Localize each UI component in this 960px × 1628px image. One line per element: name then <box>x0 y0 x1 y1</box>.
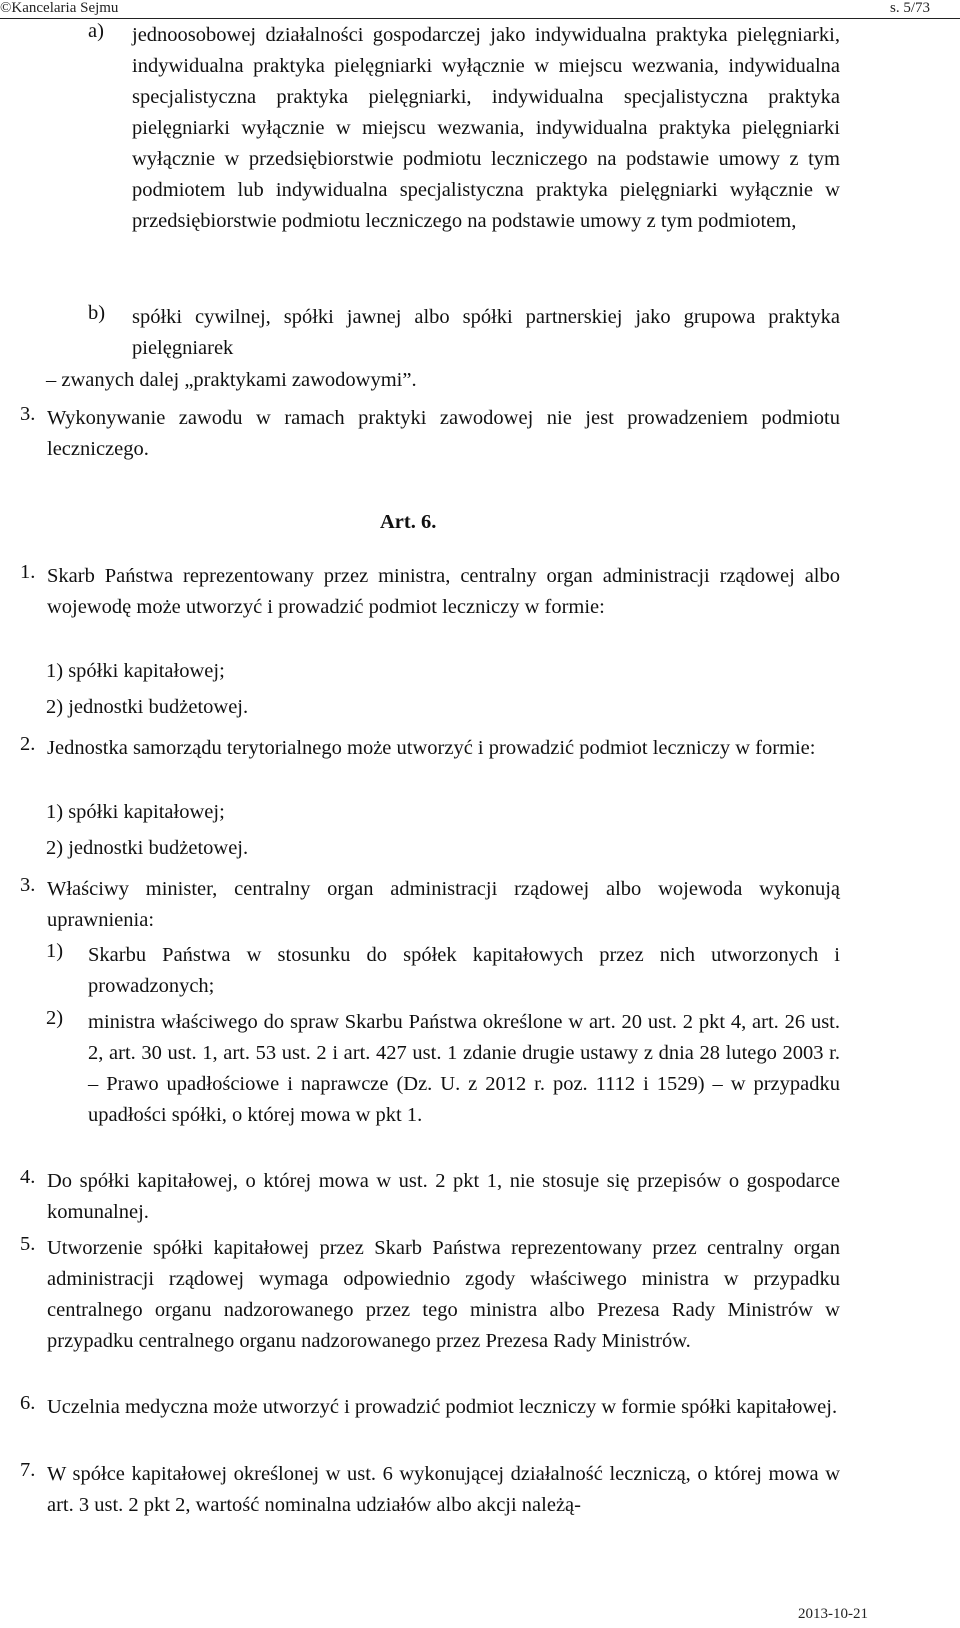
art6-p4-text: Do spółki kapitałowej, o której mowa w ust. 2 pkt 1, nie stosuje się przepisów o gospodarce komunalnej. <box>47 1170 840 1223</box>
art6-p4-label: 4. <box>20 1166 36 1188</box>
art6-p3-point-2 <box>46 1007 840 1162</box>
art6-p7-label: 7. <box>20 1459 36 1481</box>
art6-p2-point-2: 2) jednostki budżetowej. <box>46 837 249 859</box>
art6-p2-point-1: 1) spółki kapitałowej; <box>46 801 225 823</box>
art6-p3-point-2-label: 2) <box>46 1007 64 1029</box>
item-b-label: b) <box>88 302 106 324</box>
art6-p1-point-2: 2) jednostki budżetowej. <box>46 696 249 718</box>
art6-paragraph-3 <box>20 874 840 938</box>
art6-p2-text: Jednostka samorządu terytorialnego może utworzyć i prowadzić podmiot leczniczy w formie: <box>47 737 816 759</box>
item-a-label: a) <box>88 20 104 42</box>
item-b <box>88 302 840 366</box>
art6-p1-text: Skarb Państwa reprezentowany przez ministra, centralny organ administracji rządowej albo wojewodę może utworzyć i prowadzić podmiot leczniczy w formie: <box>47 565 840 618</box>
item-b-text: spółki cywilnej, spółki jawnej albo spółki partnerskiej jako grupowa praktyka pielęgniarek <box>132 306 840 359</box>
art6-p3-point-1 <box>46 940 840 1002</box>
art6-p7-text: W spółce kapitałowej określonej w ust. 6 wykonującej działalność leczniczą, o której mowa w art. 3 ust. 2 pkt 2, wartość nominalna udziałów albo akcji należą- <box>47 1463 840 1516</box>
paragraph-3-label: 3. <box>20 403 36 425</box>
header-rule <box>0 18 960 19</box>
art6-p3-point-1-text: Skarbu Państwa w stosunku do spółek kapitałowych przez nich utworzonych i prowadzonych; <box>88 944 840 997</box>
paragraph-3 <box>20 403 840 467</box>
art6-p5-text: Utworzenie spółki kapitałowej przez Skarb Państwa reprezentowany przez centralny organ administracji rządowej wymaga odpowiednio zgody właściwego ministra w przypadku centralnego organu nadzorowanego przez tego ministra albo Prezesa Rady Ministrów w przypadku centralnego organu nadzorowanego przez Prezesa Rady Ministrów. <box>47 1237 840 1352</box>
art6-p3-point-2-text: ministra właściwego do spraw Skarbu Państwa określone w art. 20 ust. 2 pkt 4, art. 26 ust. 2, art. 30 ust. 1, art. 53 ust. 2 i art. 427 ust. 1 zdanie drugie ustawy z dnia 28 lutego 2003 r. – Prawo upadłościowe i naprawcze (Dz. U. z 2012 r. poz. 1112 i 1529) – w przypadku upadłości spółki, o której mowa w pkt 1. <box>88 1011 840 1126</box>
art6-paragraph-5 <box>20 1233 840 1388</box>
art6-p6-text: Uczelnia medyczna może utworzyć i prowadzić podmiot leczniczy w formie spółki kapitałowej. <box>47 1396 838 1418</box>
footer-date: 2013-10-21 <box>798 1606 868 1622</box>
paragraph-3-text: Wykonywanie zawodu w ramach praktyki zawodowej nie jest prowadzeniem podmiotu leczniczego. <box>47 407 840 460</box>
art6-paragraph-7 <box>20 1459 840 1523</box>
art6-p3-point-1-label: 1) <box>46 940 64 962</box>
art6-paragraph-1 <box>20 561 840 657</box>
item-a <box>88 20 840 300</box>
art6-p2-label: 2. <box>20 733 36 755</box>
dash-clause: – zwanych dalej „praktykami zawodowymi”. <box>46 369 417 391</box>
art6-p1-label: 1. <box>20 561 36 583</box>
item-a-text: jednoosobowej działalności gospodarczej jako indywidualna praktyka pielęgniarki, indywidualna praktyka pielęgniarki wyłącznie w miejscu wezwania, indywidualna specjalistyczna praktyka pielęgniarki, indywidualna specjalistyczna praktyka pielęgniarki wyłącznie w miejscu wezwania, indywidualna praktyka pielęgniarki wyłącznie w przedsiębiorstwie podmiotu leczniczego na podstawie umowy z tym podmiotem lub indywidualna specjalistyczna praktyka pielęgniarki wyłącznie w przedsiębiorstwie podmiotu leczniczego na podstawie umowy z tym podmiotem, <box>132 24 840 232</box>
art6-p3-text: Właściwy minister, centralny organ administracji rządowej albo wojewoda wykonują uprawnienia: <box>47 878 840 931</box>
header-publisher: ©Kancelaria Sejmu <box>0 0 119 16</box>
art6-paragraph-2 <box>20 733 840 797</box>
article-title: Art. 6. <box>380 511 437 533</box>
header-page-number: s. 5/73 <box>889 0 930 16</box>
art6-paragraph-4 <box>20 1166 840 1230</box>
art6-p6-label: 6. <box>20 1392 36 1414</box>
art6-paragraph-6 <box>20 1392 840 1456</box>
art6-p3-label: 3. <box>20 874 36 896</box>
art6-p1-point-1: 1) spółki kapitałowej; <box>46 660 225 682</box>
art6-p5-label: 5. <box>20 1233 36 1255</box>
